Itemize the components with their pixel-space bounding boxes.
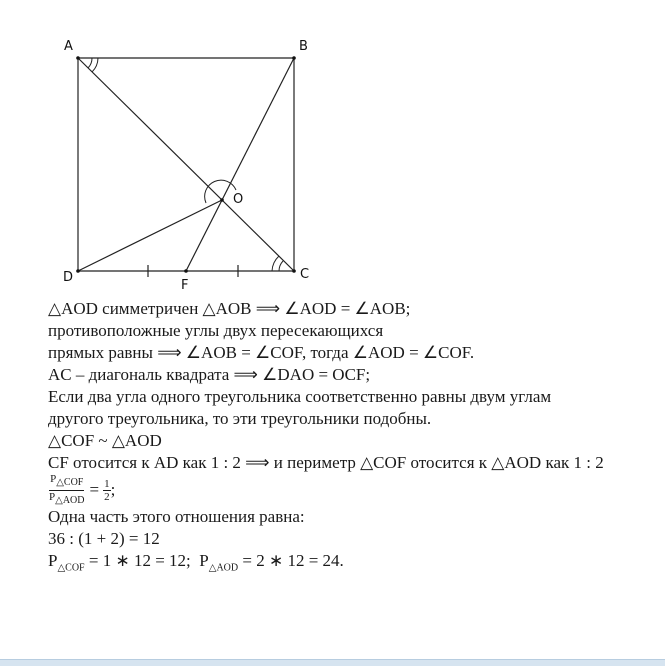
ratio-fraction: $\frac{1}{2}$: [104, 477, 110, 503]
solution-line: прямых равны ⟹ ∠AOB = ∠COF, тогда ∠AOD = ∠COF.: [48, 343, 475, 362]
solution-line: Одна часть этого отношения равна:: [48, 507, 305, 526]
point-f: [184, 269, 188, 273]
geometry-figure: [0, 0, 665, 300]
angle-arc-c-inner: [279, 261, 283, 271]
perimeter-fraction: $\frac{P_{\triangle COF}}{P_{\triangle AOD}}$: [49, 473, 85, 506]
solution-line: CF отосится к AD как 1 : 2 ⟹ и периметр △COF отосится к △AOD как 1 : 2: [48, 453, 604, 472]
solution-line: противоположные углы двух пересекающихся: [48, 321, 384, 340]
label-f: F: [181, 278, 189, 293]
solution-line: △COF ~ △AOD: [48, 431, 162, 450]
solution-line: 36 : (1 + 2) = 12: [48, 529, 160, 548]
angle-arc-c-outer: [272, 256, 279, 271]
label-c: C: [300, 267, 310, 282]
solution-line: Если два угла одного треугольника соответственно равны двум углам: [48, 387, 552, 406]
point-a: [76, 56, 80, 60]
label-a: A: [64, 39, 73, 54]
line-do: [78, 200, 222, 271]
diagonal-ac: [78, 58, 294, 271]
point-c: [292, 269, 296, 273]
point-b: [292, 56, 296, 60]
solution-line: △AOD симметричен △AOB ⟹ ∠AOD = ∠AOB;: [48, 299, 411, 318]
label-d: D: [63, 270, 74, 285]
label-o: O: [233, 192, 244, 207]
line-bf: [186, 58, 294, 271]
point-d: [76, 269, 80, 273]
solution-line: AC – диагональ квадрата ⟹ ∠DAO = OCF;: [48, 365, 371, 384]
label-b: B: [299, 39, 308, 54]
point-o: [220, 198, 224, 202]
solution-line: другого треугольника, то эти треугольники подобны.: [48, 409, 432, 428]
final-answer: $P_{\triangle COF} = 1$ ∗ 12 = 12; $P_{\triangle AOD} = 2$ ∗ 12 = 24.: [48, 551, 344, 574]
solution-text: [48, 298, 648, 572]
angle-arc-a-inner: [88, 58, 92, 68]
window-bottom-edge: [0, 659, 665, 666]
angle-arc-a-outer: [92, 58, 98, 72]
perimeter-ratio: $\frac{P_{\triangle COF}}{P_{\triangle AOD}}$ = $\frac{1}{2}$ ;: [49, 473, 116, 506]
